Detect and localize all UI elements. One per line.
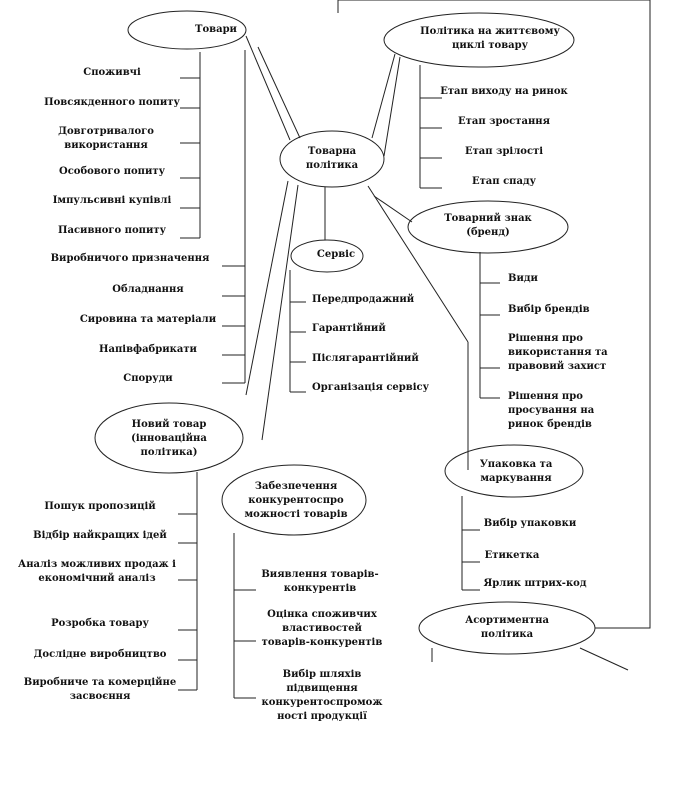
service-item-3: Післягарантійний [312,353,419,364]
competitiveness-title: Забезпечення конкурентоспро можності товарів [244,481,348,520]
packaging-item-2: Етикетка [484,550,540,561]
industrial-item-3: Напівфабрикати [99,344,197,355]
consumer-item-5: Пасивного попиту [58,225,166,236]
competitiveness-item-3: Вибір шляхів підвищення конкурентоспромож ності продукції [261,669,383,722]
goods-title: Товари [195,24,237,35]
industrial-label: Виробничого призначення [50,253,210,264]
consumer-item-1: Повсякденного попиту [44,97,180,108]
service-item-2: Гарантійний [312,323,386,334]
industrial-item-1: Обладнання [112,284,184,295]
assortment-title: Асортиментна політика [465,615,549,640]
new-product-item-1: Пошук пропозицій [44,501,156,512]
brand-item-3: Рішення про використання та правовий захист [508,333,608,372]
industrial-item-2: Сировина та матеріали [79,314,217,325]
packaging-item-1: Вибір упаковки [483,518,577,529]
industrial-item-4: Споруди [123,373,173,384]
service-title: Сервіс [316,249,356,260]
competitiveness-item-2: Оцінка споживчих властивостей товарів-конкурентів [261,609,383,648]
new-product-item-2: Відбір найкращих ідей [33,530,167,541]
brand-title: Товарний знак (бренд) [444,213,532,238]
new-product-title: Новий товар (інноваційна політика) [131,419,207,458]
consumer-item-2: Довготривалого використання [58,126,154,151]
competitiveness-item-1: Виявлення товарів-конкурентів [261,569,379,594]
consumer-label: Споживчі [83,67,141,78]
packaging-title: Упаковка та маркування [479,459,553,484]
new-product-item-4: Розробка товару [51,618,149,629]
lifecycle-item-1: Етап виходу на ринок [440,86,568,97]
packaging-item-3: Ярлик штрих-код [483,578,587,589]
new-product-item-3: Аналіз можливих продаж і економічний аналіз [18,559,176,584]
lifecycle-item-4: Етап спаду [471,176,537,187]
service-item-1: Передпродажний [312,294,415,305]
lifecycle-item-2: Етап зростання [458,116,550,127]
consumer-item-4: Імпульсивні купівлі [52,195,172,206]
new-product-item-6: Виробниче та комерційне засвоєння [23,677,177,702]
center-label: Товарна політика [305,146,359,171]
brand-item-4: Рішення про просування на ринок брендів [508,391,595,430]
consumer-item-3: Особового попиту [58,166,166,177]
lifecycle-title: Політика на життєвому циклі товару [420,26,560,51]
brand-item-2: Вибір брендів [508,304,590,315]
lifecycle-item-3: Етап зрілості [464,146,544,157]
new-product-item-5: Дослідне виробництво [33,649,167,660]
service-item-4: Організація сервісу [312,382,430,393]
brand-item-1: Види [508,273,538,284]
